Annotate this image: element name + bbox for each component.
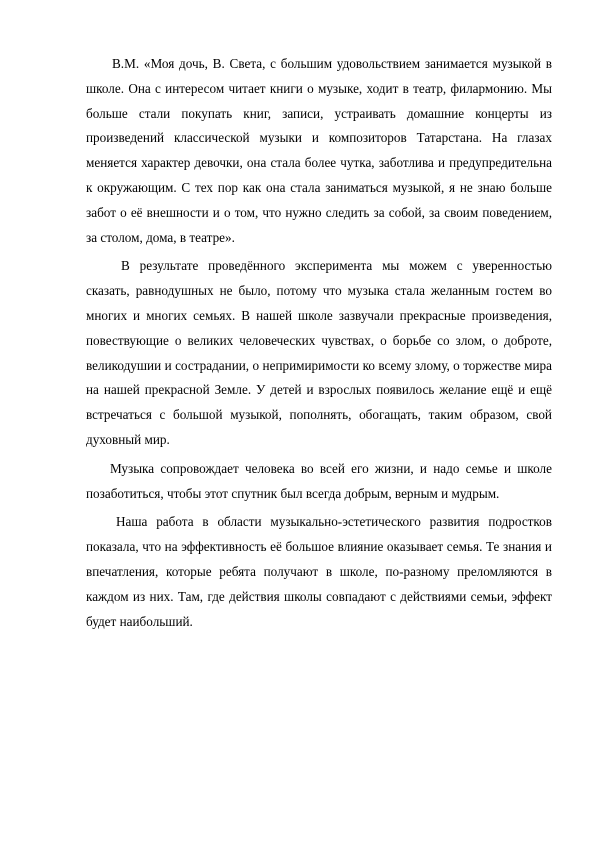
paragraph-experiment-result: В результате проведённого эксперимента мы можем с уверенностью сказать, равнодушных не было, потому что музыка стала желанным гостем во многих и многих семьях. В нашей школе зазвучали прекрасные произведения, повествующие о великих человеческих чувствах, о борьбе со злом, о доброте, великодушии и сострадании, о непримиримости ко всему злому, о торжестве мира на нашей прекрасной Земле. У детей и взрослых появилось желание ещё и ещё встречаться с большой музыкой, пополнять, обогащать, таким образом, свой духовный мир.	[86, 258, 552, 447]
paragraph-parent-quote: В.М. «Моя дочь, В. Света, с большим удовольствием занимается музыкой в школе. Она с интересом читает книги о музыке, ходит в театр, филармонию. Мы больше стали покупать книг, записи, устраивать домашние концерты из произведений классической музыки и композиторов Татарстана. На глазах меняется характер девочки, она стала более чутка, заботлива и предупредительна к окружающим. С тех пор как она стала заниматься музыкой, я не знаю больше забот о её внешности и о том, что нужно следить за собой, за своим поведением, за столом, дома, в театре».	[86, 56, 552, 245]
document-body	[86, 52, 552, 634]
paragraph-music-companion: Музыка сопровождает человека во всей его жизни, и надо семье и школе позаботиться, чтобы этот спутник был всегда добрым, верным и мудрым.	[86, 460, 552, 501]
paragraph-conclusion: Наша работа в области музыкально-эстетического развития подростков показала, что на эффективность её большое влияние оказывает семья. Те знания и впечатления, которые ребята получают в школе, по-разному преломляются в каждом из них. Там, где действия школы совпадают с действиями семьи, эффект будет наибольший.	[86, 514, 552, 629]
